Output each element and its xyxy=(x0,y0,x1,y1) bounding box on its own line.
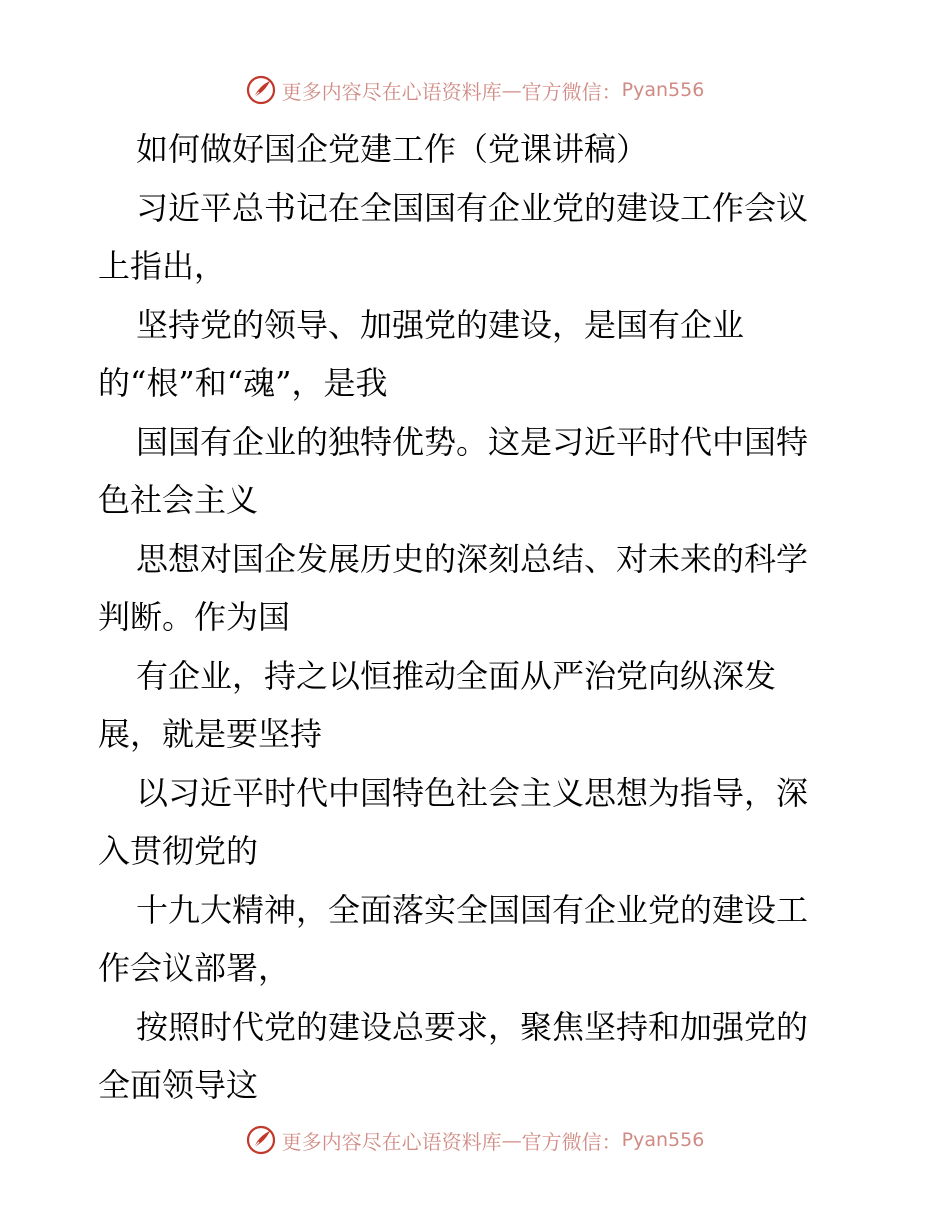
footer-banner-text: 更多内容尽在心语资料库 xyxy=(281,1129,502,1154)
document-line: 按照时代党的建设总要求，聚焦坚持和加强党的 xyxy=(136,1007,809,1046)
document-line: 国国有企业的独特优势。这是习近平时代中国特 xyxy=(136,422,809,461)
document-line: 色社会主义 xyxy=(98,481,259,519)
document-line: 上指出， xyxy=(98,247,227,285)
document-line: 坚持党的领导、加强党的建设，是国有企业 xyxy=(136,305,745,344)
document-line: 全面领导这 xyxy=(98,1066,259,1104)
document-line: 习近平总书记在全国国有企业党的建设工作会议 xyxy=(136,188,809,227)
header-wechat-id: Pyan556 xyxy=(621,79,705,101)
header-banner-separator: — xyxy=(501,78,522,102)
header-banner-text: 更多内容尽在心语资料库 xyxy=(281,79,502,104)
footer-wechat-id: Pyan556 xyxy=(621,1129,705,1151)
footer-wechat-label: 官方微信： xyxy=(521,1129,622,1154)
footer-banner-separator: — xyxy=(501,1128,522,1152)
document-line: 思想对国企发展历史的深刻总结、对未来的科学 xyxy=(136,539,809,578)
document-body xyxy=(98,120,858,1110)
feather-pen-logo-icon xyxy=(246,75,276,105)
footer-banner xyxy=(0,1120,950,1160)
document-line: 有企业，持之以恒推动全面从严治党向纵深发 xyxy=(136,656,777,695)
feather-pen-logo-icon xyxy=(246,1125,276,1155)
document-line: 十九大精神，全面落实全国国有企业党的建设工 xyxy=(136,890,809,929)
document-line: 入贯彻党的 xyxy=(98,832,259,870)
document-title: 如何做好国企党建工作（党课讲稿） xyxy=(136,130,649,168)
header-wechat-label: 官方微信： xyxy=(521,79,622,104)
document-line: 作会议部署， xyxy=(98,949,291,987)
document-line: 判断。作为国 xyxy=(98,598,291,636)
document-line: 展，就是要坚持 xyxy=(98,715,323,753)
header-banner xyxy=(0,70,950,110)
document-line: 的“根”和“魂”，是我 xyxy=(98,364,388,402)
document-line: 以习近平时代中国特色社会主义思想为指导，深 xyxy=(136,773,809,812)
